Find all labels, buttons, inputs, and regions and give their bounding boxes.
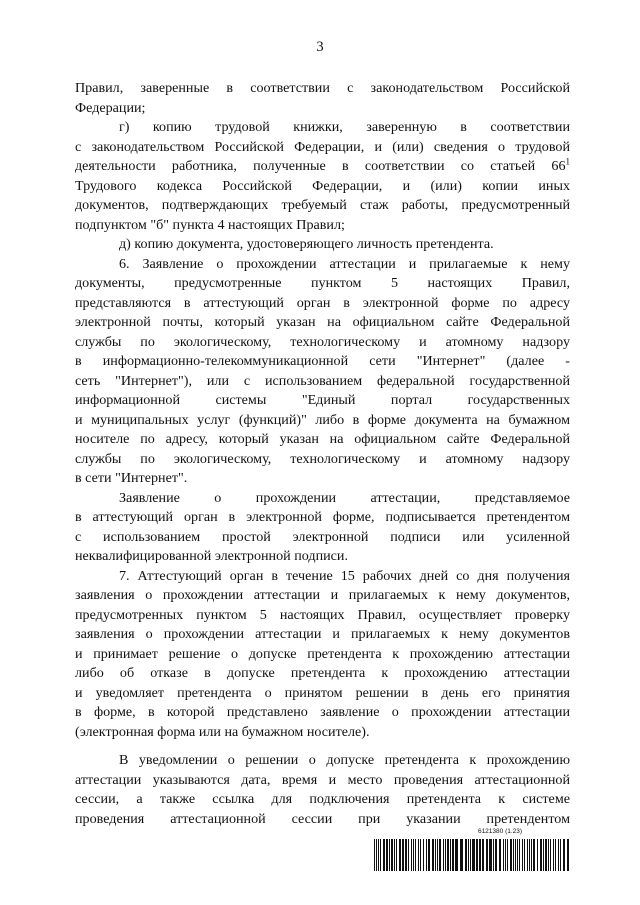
paragraph-line: заявления о прохождении аттестации и прилагаемых к нему документов, (75, 587, 570, 603)
paragraph-line: 7. Аттестующий орган в течение 15 рабочих дней со дня получения (119, 567, 570, 584)
paragraph-line: 6. Заявление о прохождении аттестации и прилагаемые к нему (119, 255, 570, 272)
paragraph-line: Трудового кодекса Российской Федерации, и (или) копии иных (75, 177, 570, 194)
paragraph-line: д) копию документа, удостоверяющего личность претендента. (119, 236, 494, 252)
paragraph-line: Заявление о прохождении аттестации, представляемое (119, 489, 570, 506)
paragraph-line: аттестации указываются дата, время и место проведения аттестационной (75, 771, 570, 788)
paragraph-line: заявления о прохождении аттестации и прилагаемых к нему документов (75, 626, 570, 642)
page-number: 3 (316, 39, 324, 55)
barcode-label: 6121380 (1.23) (477, 828, 523, 835)
paragraph-line: проведения аттестационной сессии при указании претендентом (75, 810, 570, 827)
paragraph-line: службы по экологическому, технологическому и атомному надзору (75, 333, 570, 350)
paragraph-line: в аттестующий орган в электронной форме, подписывается претендентом (75, 509, 570, 525)
paragraph-line: службы по экологическому, технологическому и атомному надзору (75, 450, 570, 467)
paragraph-line: и муниципальных услуг (функций)" либо в форме документа на бумажном (75, 411, 570, 428)
paragraph-line: (электронная форма или на бумажном носителе). (75, 723, 370, 740)
paragraph-line-text: деятельности работника, полученные в соответствии со статьей 66 (75, 158, 566, 174)
paragraph-line: сеть "Интернет"), или с использованием федеральной государственной (75, 372, 570, 389)
footnote-superscript: 1 (565, 156, 570, 167)
paragraph-line: и уведомляет претендента о принятом решении в день его принятия (75, 684, 570, 701)
paragraph-line: либо об отказе в допуске претендента к прохождению аттестации (75, 665, 570, 681)
paragraph-line: в информационно-телекоммуникационной сети "Интернет" (далее - (75, 353, 570, 369)
paragraph-line: носителе по адресу, который указан на официальном сайте Федеральной (75, 431, 570, 447)
paragraph-line: и принимает решение о допуске претендента к прохождению аттестации (75, 645, 570, 662)
document-body (75, 79, 570, 829)
paragraph-line: документы, предусмотренные пунктом 5 настоящих Правил, (75, 275, 570, 291)
paragraph-line: с использованием простой электронной подписи или усиленной (75, 528, 570, 545)
barcode-image (374, 839, 570, 871)
paragraph-line: Правил, заверенные в соответствии с законодательством Российской (75, 80, 570, 96)
paragraph-line: подпунктом "б" пункта 4 настоящих Правил; (75, 216, 345, 233)
paragraph-line: информационной системы "Единый портал государственных (75, 392, 570, 408)
paragraph-line: неквалифицированной электронной подписи. (75, 548, 348, 564)
paragraph-line: В уведомлении о решении о допуске претендента к прохождению (119, 752, 570, 768)
paragraph-line: предусмотренных пунктом 5 настоящих Правил, осуществляет проверку (75, 606, 570, 623)
paragraph-line: электронной почты, который указан на официальном сайте Федеральной (75, 314, 570, 330)
paragraph-line: с законодательством Российской Федерации, и (или) сведения о трудовой (75, 138, 570, 155)
paragraph-line: документов, подтверждающих требуемый стаж работы, предусмотренный (75, 197, 570, 213)
paragraph-line: в форме, в которой представлено заявление о прохождении аттестации (75, 704, 570, 720)
paragraph-line: г) копию трудовой книжки, заверенную в соответствии (119, 119, 570, 135)
paragraph-line: в сети "Интернет". (75, 470, 188, 486)
paragraph-line: представляются в аттестующий орган в электронной форме по адресу (75, 294, 570, 311)
paragraph-line: сессии, а также ссылка для подключения претендента к системе (75, 791, 570, 807)
paragraph-line: Федерации; (75, 99, 146, 116)
paragraph-line (75, 157, 570, 177)
